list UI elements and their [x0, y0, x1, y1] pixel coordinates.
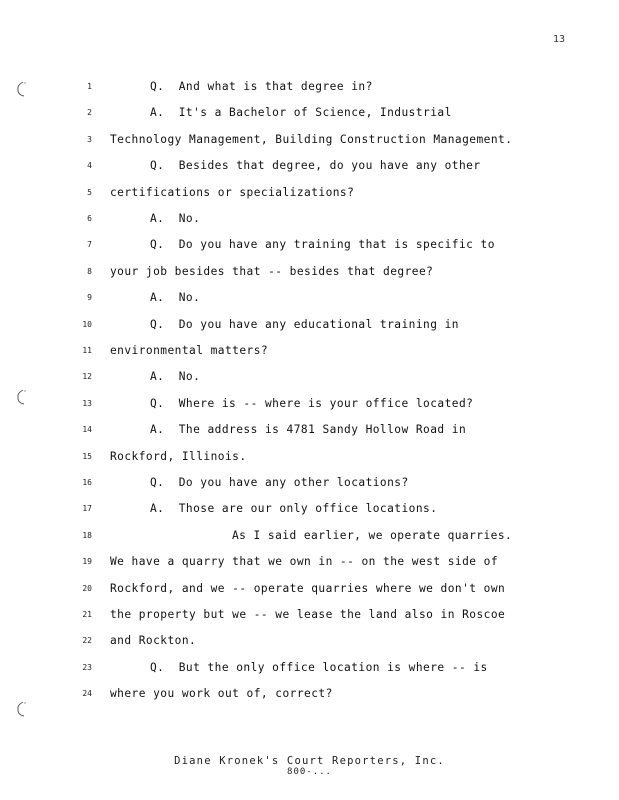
line-number: 11	[82, 346, 92, 355]
margin-mark-icon	[14, 80, 28, 98]
transcript-line: your job besides that -- besides that degree?	[110, 264, 434, 278]
margin-mark-icon	[14, 388, 28, 406]
line-number: 6	[87, 214, 92, 223]
transcript-line: A. No.	[150, 370, 201, 384]
line-number: 1	[87, 82, 92, 91]
transcript-line: Q. Where is -- where is your office located?	[150, 396, 474, 410]
line-number: 16	[82, 478, 92, 487]
transcript-line: Rockford, Illinois.	[110, 449, 247, 463]
transcript-line: A. The address is 4781 Sandy Hollow Road in	[150, 423, 467, 437]
line-number: 23	[82, 662, 92, 672]
transcript-line: A. It's a Bachelor of Science, Industrial	[150, 106, 452, 120]
transcript-line: certifications or specializations?	[110, 185, 355, 199]
line-number: 7	[87, 240, 92, 250]
transcript-line: Q. And what is that degree in?	[150, 80, 373, 93]
transcript-line: the property but we -- we lease the land also in Roscoe	[110, 608, 506, 621]
line-number: 14	[82, 425, 92, 435]
transcript-line: A. No.	[150, 212, 201, 225]
line-number: 10	[82, 319, 92, 329]
transcript-line: Rockford, and we -- operate quarries where we don't own	[110, 581, 506, 595]
line-number: 2	[87, 108, 92, 118]
line-number: 22	[82, 636, 92, 646]
line-number: 21	[82, 610, 92, 619]
line-number: 9	[87, 293, 92, 303]
line-number: 13	[82, 398, 92, 408]
transcript-line: Q. Do you have any training that is specific to	[150, 238, 495, 252]
footer-reporter: Diane Kronek's Court Reporters, Inc.	[174, 755, 445, 767]
line-number: 12	[82, 372, 92, 382]
page-number: 13	[553, 34, 566, 45]
transcript-line: Q. Do you have any other locations?	[150, 476, 409, 489]
transcript-line: environmental matters?	[110, 344, 269, 357]
line-number: 3	[87, 134, 92, 144]
transcript-line: A. No.	[150, 291, 201, 305]
transcript-line: As I said earlier, we operate quarries.	[232, 528, 513, 542]
line-number: 18	[82, 530, 92, 540]
transcript-line: Q. Do you have any educational training in	[150, 317, 459, 331]
line-number: 15	[82, 451, 92, 461]
transcript-line: and Rockton.	[110, 634, 197, 648]
margin-mark-icon	[14, 700, 28, 718]
line-number: 5	[87, 187, 92, 197]
transcript-line: Q. But the only office location is where -- is	[150, 660, 488, 674]
footer-phone: 800-...	[287, 767, 332, 777]
line-number: 19	[82, 557, 92, 567]
line-number: 20	[82, 583, 92, 593]
transcript-line: Q. Besides that degree, do you have any other	[150, 159, 481, 173]
transcript-line: where you work out of, correct?	[110, 687, 333, 701]
transcript-line: Technology Management, Building Construction Management.	[110, 132, 513, 146]
line-number: 4	[87, 161, 92, 171]
line-number: 8	[87, 266, 92, 276]
line-number: 17	[82, 504, 92, 514]
transcript-line: We have a quarry that we own in -- on the west side of	[110, 555, 499, 569]
transcript-line: A. Those are our only office locations.	[150, 502, 438, 516]
line-number: 24	[82, 689, 92, 699]
